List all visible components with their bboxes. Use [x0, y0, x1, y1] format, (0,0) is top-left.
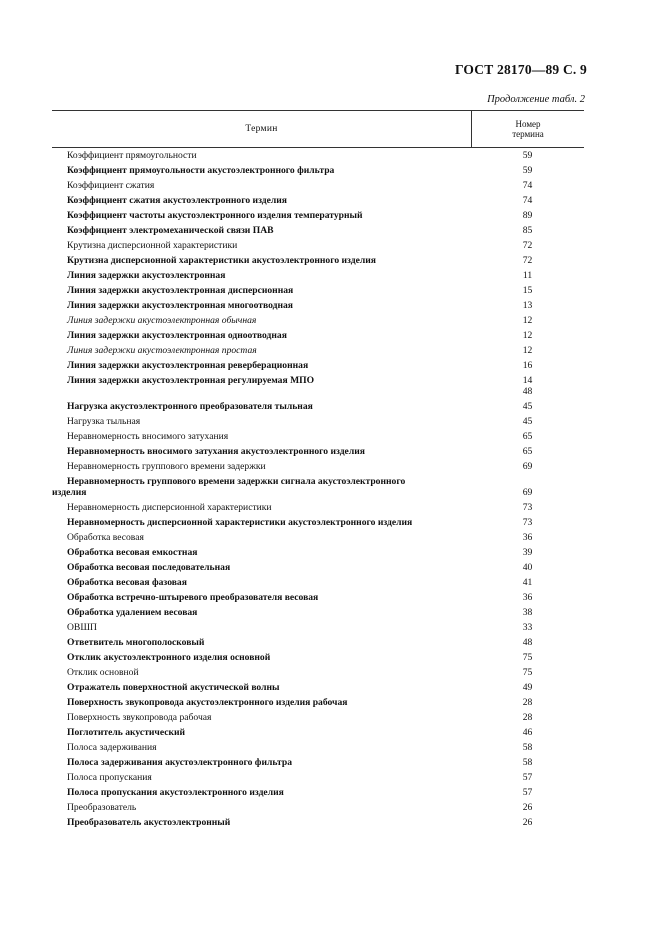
- table-row: [52, 590, 584, 605]
- term-number-cell: 46: [522, 727, 533, 738]
- table-row: [52, 620, 584, 635]
- table-row: [52, 665, 584, 680]
- term-cell: Неравномерность вносимого затухания: [67, 431, 229, 442]
- column-header-number: [472, 111, 584, 147]
- table-row: [52, 680, 584, 695]
- term-number-cell: 39: [522, 547, 533, 558]
- term-cell: Отражатель поверхностной акустической волны: [67, 682, 280, 693]
- table-row: [52, 208, 584, 223]
- table-row: [52, 298, 584, 313]
- term-cell: Линия задержки акустоэлектронная простая: [67, 345, 257, 356]
- table-row: [52, 635, 584, 650]
- term-cell: Линия задержки акустоэлектронная реверберационная: [67, 360, 309, 371]
- table-header: [52, 111, 584, 148]
- term-cell: Преобразователь акустоэлектронный: [67, 817, 231, 828]
- table-row: [52, 178, 584, 193]
- term-cell: Коэффициент сжатия акустоэлектронного изделия: [67, 195, 287, 206]
- term-number-cell: 28: [522, 697, 533, 708]
- term-number-cell: 69: [522, 461, 533, 472]
- table-row: [52, 695, 584, 710]
- term-cell: Обработка удалением весовая: [67, 607, 198, 618]
- term-cell: Отклик акустоэлектронного изделия основной: [67, 652, 271, 663]
- term-number-secondary: 48: [522, 386, 533, 397]
- term-cell: Ответвитель многополосковый: [67, 637, 205, 648]
- table-body: [52, 148, 584, 830]
- term-cell: Поверхность звукопровода рабочая: [67, 712, 212, 723]
- term-number-cell: 57: [522, 787, 533, 798]
- term-cell: Линия задержки акустоэлектронная обычная: [67, 315, 257, 326]
- term-number-cell: 40: [522, 562, 533, 573]
- table-row: [52, 515, 584, 530]
- table-row: [52, 474, 584, 500]
- table-row: [52, 545, 584, 560]
- page-header: ГОСТ 28170—89 С. 9: [454, 62, 587, 77]
- term-cell: Обработка весовая емкостная: [67, 547, 198, 558]
- column-header-number-line1: Номер: [515, 119, 541, 129]
- table-row: [52, 429, 584, 444]
- term-number-cell: 74: [522, 180, 533, 191]
- term-cell: [52, 474, 471, 500]
- term-number-cell: 65: [522, 446, 533, 457]
- term-number-cell: 75: [522, 652, 533, 663]
- term-number-cell: 12: [522, 345, 533, 356]
- term-cell: Поверхность звукопровода акустоэлектронного изделия рабочая: [67, 697, 348, 708]
- term-number-cell: 58: [522, 742, 533, 753]
- table-row: [52, 163, 584, 178]
- table-row: [52, 725, 584, 740]
- term-cell: Полоса пропускания акустоэлектронного изделия: [67, 787, 284, 798]
- term-number-cell: [471, 373, 584, 399]
- term-number-cell: 15: [522, 285, 533, 296]
- term-cell: Линия задержки акустоэлектронная многоотводная: [67, 300, 293, 311]
- term-cell: Линия задержки акустоэлектронная одноотводная: [67, 330, 287, 341]
- term-cell: Полоса задерживания: [67, 742, 157, 753]
- table-row: [52, 785, 584, 800]
- term-number-cell: 69: [522, 487, 533, 498]
- term-number-cell: 28: [522, 712, 533, 723]
- term-number-cell: 11: [522, 270, 533, 281]
- term-number-cell: 38: [522, 607, 533, 618]
- term-cell: Неравномерность дисперсионной характеристики акустоэлектронного изделия: [67, 517, 413, 528]
- term-cell: Линия задержки акустоэлектронная регулируемая МПО: [67, 375, 315, 386]
- table-row: [52, 399, 584, 414]
- table-row: [52, 373, 584, 399]
- term-number-cell: 59: [522, 150, 533, 161]
- term-cell: Коэффициент прямоугольности акустоэлектронного фильтра: [67, 165, 335, 176]
- term-cell: Линия задержки акустоэлектронная дисперсионная: [67, 285, 294, 296]
- term-number-cell: 33: [522, 622, 533, 633]
- table-row: [52, 575, 584, 590]
- table-row: [52, 650, 584, 665]
- term-number-cell: 49: [522, 682, 533, 693]
- term-number-cell: 26: [522, 817, 533, 828]
- term-number-cell: 16: [522, 360, 533, 371]
- table-row: [52, 800, 584, 815]
- column-header-term: Термин: [52, 111, 472, 147]
- term-text-continuation: изделия: [52, 487, 87, 498]
- table-row: [52, 770, 584, 785]
- term-number-cell: 41: [522, 577, 533, 588]
- table-row: [52, 414, 584, 429]
- term-number-cell: 58: [522, 757, 533, 768]
- term-number-cell: 65: [522, 431, 533, 442]
- term-cell: Коэффициент прямоугольности: [67, 150, 197, 161]
- table-row: [52, 328, 584, 343]
- term-number-cell: 13: [522, 300, 533, 311]
- table-row: [52, 343, 584, 358]
- terms-index-table: [52, 110, 584, 830]
- term-cell: Коэффициент частоты акустоэлектронного изделия температурный: [67, 210, 363, 221]
- term-cell: Полоса задерживания акустоэлектронного фильтра: [67, 757, 293, 768]
- term-cell: Нагрузка акустоэлектронного преобразователя тыльная: [67, 401, 313, 412]
- term-number-cell: 85: [522, 225, 533, 236]
- term-cell: Неравномерность дисперсионной характеристики: [67, 502, 272, 513]
- term-cell: Обработка весовая последовательная: [67, 562, 231, 573]
- term-cell: Поглотитель акустический: [67, 727, 186, 738]
- term-number-cell: 59: [522, 165, 533, 176]
- column-header-number-line2: термина: [512, 129, 544, 139]
- table-row: [52, 815, 584, 830]
- term-cell: Преобразователь: [67, 802, 137, 813]
- term-number-cell: 26: [522, 802, 533, 813]
- table-row: [52, 193, 584, 208]
- term-number-cell: 57: [522, 772, 533, 783]
- term-number-cell: 72: [522, 255, 533, 266]
- term-number-cell: 89: [522, 210, 533, 221]
- term-cell: Обработка весовая: [67, 532, 144, 543]
- term-number-cell: 12: [522, 330, 533, 341]
- term-number: 14: [522, 375, 533, 386]
- term-cell: Коэффициент электромеханической связи ПАВ: [67, 225, 274, 236]
- term-cell: Неравномерность группового времени задержки: [67, 461, 266, 472]
- term-cell: ОВШП: [67, 622, 97, 633]
- term-cell: Линия задержки акустоэлектронная: [67, 270, 226, 281]
- term-number-cell: 45: [522, 401, 533, 412]
- term-cell: Обработка весовая фазовая: [67, 577, 187, 588]
- term-number-cell: 72: [522, 240, 533, 251]
- table-row: [52, 313, 584, 328]
- term-number-cell: 74: [522, 195, 533, 206]
- table-row: [52, 755, 584, 770]
- table-row: [52, 530, 584, 545]
- term-cell: Коэффициент сжатия: [67, 180, 155, 191]
- table-row: [52, 500, 584, 515]
- term-number-cell: 36: [522, 532, 533, 543]
- term-number-cell: 73: [522, 502, 533, 513]
- table-row: [52, 253, 584, 268]
- table-row: [52, 740, 584, 755]
- term-number-cell: 48: [522, 637, 533, 648]
- table-continuation-note: Продолжение табл. 2: [487, 94, 585, 105]
- term-cell: Крутизна дисперсионной характеристики акустоэлектронного изделия: [67, 255, 376, 266]
- term-cell: Крутизна дисперсионной характеристики: [67, 240, 238, 251]
- term-number-cell: 45: [522, 416, 533, 427]
- table-row: [52, 459, 584, 474]
- table-row: [52, 605, 584, 620]
- table-row: [52, 223, 584, 238]
- term-number-cell: 12: [522, 315, 533, 326]
- table-row: [52, 444, 584, 459]
- table-row: [52, 268, 584, 283]
- term-number-cell: 75: [522, 667, 533, 678]
- table-row: [52, 560, 584, 575]
- term-cell: Обработка встречно-штыревого преобразователя весовая: [67, 592, 319, 603]
- table-row: [52, 238, 584, 253]
- term-number-cell: 36: [522, 592, 533, 603]
- table-row: [52, 283, 584, 298]
- term-cell: Полоса пропускания: [67, 772, 152, 783]
- term-cell: Неравномерность вносимого затухания акустоэлектронного изделия: [67, 446, 365, 457]
- term-cell: Отклик основной: [67, 667, 139, 678]
- term-text: Неравномерность группового времени задержки сигнала акустоэлектронного: [67, 476, 406, 487]
- term-cell: Нагрузка тыльная: [67, 416, 141, 427]
- term-number-cell: 73: [522, 517, 533, 528]
- table-row: [52, 358, 584, 373]
- table-row: [52, 710, 584, 725]
- table-row: [52, 148, 584, 163]
